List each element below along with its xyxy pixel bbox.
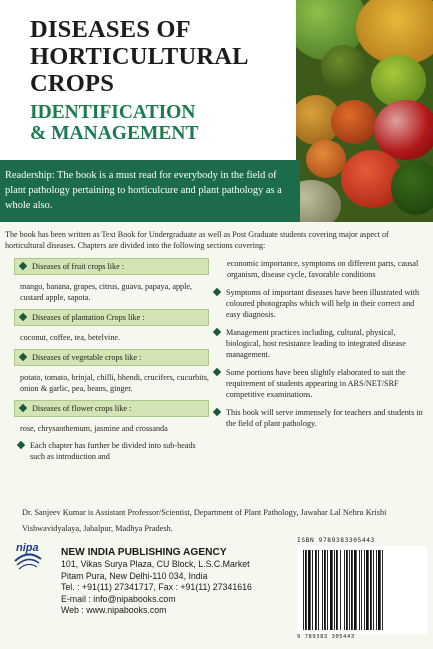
right-column [214,258,424,436]
category-label: Diseases of vegetable crops like : [32,353,142,362]
category-label: Diseases of fruit crops like : [32,262,125,271]
barcode-icon [297,546,427,634]
fruit-image [321,45,366,90]
fruit-image [296,180,341,222]
diamond-bullet-icon [213,288,221,296]
bullet-item [214,407,424,429]
intro-text: The book has been written as Text Book for Undergraduate as well as Post Graduate students covering major aspect of horticultural diseases. Chapters are divided into the following sections covering: [5,230,389,250]
title-line-3: CROPS [30,70,115,97]
bullet-text: This book will serve immensely for teachers and students in the field of plant pathology. [226,408,423,428]
readership-text: Readership: The book is a must read for everybody in the field of plant pathology pertaining to horticulcure and plant pathology as a whole also. [5,170,282,211]
bullet-continuation: economic importance, symptoms on different parts, causal organism, disease cycle, favorable conditions [227,259,419,279]
fruit-image [331,100,377,144]
category-label: Diseases of plantation Crops like : [32,313,145,322]
publisher-address-1: 101, Vikas Surya Plaza, CU Block, L.S.C.Market [61,559,250,569]
diamond-bullet-icon [19,262,27,270]
publisher-logo-icon [13,547,43,571]
fruit-image [391,160,433,215]
diamond-bullet-icon [17,441,25,449]
diamond-bullet-icon [213,328,221,336]
title-line-2: HORTICULTURAL [30,43,249,70]
publisher-phone: Tel. : +91(11) 27341717, Fax : +91(11) 27341616 [61,582,252,592]
subtitle-line-1: IDENTIFICATION [30,102,196,123]
author-bio: Dr. Sanjeev Kumar is Assistant Professor/Scientist, Department of Plant Pathology, Jawahar Lal Nehru Krishi Vishwavidyalaya, Jabalpur, Madhya Pradesh. [22,508,387,533]
subtitle-line-2: & MANAGEMENT [30,123,199,144]
category-box-fruit [14,258,209,275]
fruit-image [371,55,426,107]
diamond-bullet-icon [213,368,221,376]
diamond-bullet-icon [19,404,27,412]
category-box-vegetable [14,349,209,366]
bullet-text: Management practices including, cultural, physical, biological, host resistance leading to integrated disease management. [226,328,406,359]
title-block [30,16,310,144]
chapter-structure-bullet [14,440,209,462]
publisher-info [61,546,296,617]
bullet-item [214,327,424,360]
diamond-bullet-icon [19,313,27,321]
category-items-flower: rose, chrysanthemum, jasmine and crossanda [20,424,168,433]
diamond-bullet-icon [19,353,27,361]
left-column [14,258,209,462]
readership-band [0,160,300,222]
bullet-item [214,367,424,400]
category-box-flower [14,400,209,417]
bullet-text: Each chapter has further be divided into sub-heads such as introduction and [30,441,196,461]
category-items-vegetable: potato, tomato, brinjal, chilli, bhendi, crucifers, cucurbits, onion & garlic, pea, beans, ginger. [20,373,209,393]
isbn-label: ISBN 9789383305443 [297,537,375,544]
category-items-plantation: coconut, coffee, tea, betelvine. [20,333,121,342]
publisher-address-2: Pitam Pura, New Delhi-110 034, India [61,570,208,581]
barcode-digits: 9 789383 305443 [297,634,355,640]
publisher-web: Web : www.nipabooks.com [61,605,167,615]
publisher-name: NEW INDIA PUBLISHING AGENCY [61,547,227,558]
bullet-item [214,287,424,320]
fruit-photo-collage [296,0,433,222]
subtitle [30,102,310,144]
bullet-text: Some portions have been slightly elaborated to suit the requirement of students appearing in ARS/NET/SRF competitive examinations. [226,368,406,399]
fruit-image [306,140,346,178]
publisher-logo-text: nipa [16,542,39,554]
category-label: Diseases of flower crops like : [32,404,132,413]
title-line-1: DISEASES OF [30,16,191,43]
bullet-text: Symptoms of important diseases have been illustrated with coloured photographs which will help in their correct and easy diagnosis. [226,288,420,319]
publisher-email: E-mail : info@nipabooks.com [61,593,176,604]
category-box-plantation [14,309,209,326]
category-items-fruit: mango, banana, grapes, citrus, guava, papaya, apple, custard apple, sapota. [20,282,193,302]
diamond-bullet-icon [213,408,221,416]
